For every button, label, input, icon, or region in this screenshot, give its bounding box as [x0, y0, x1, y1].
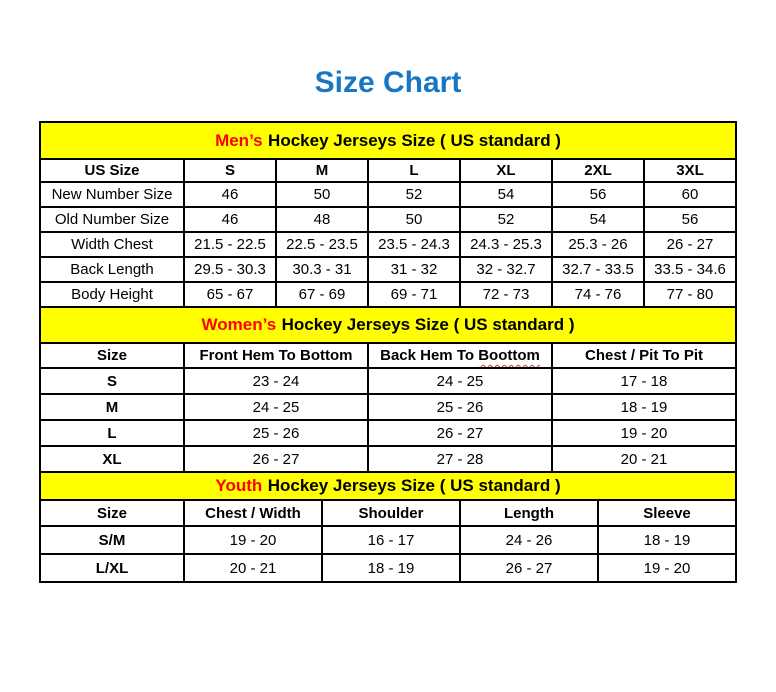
size-chart [39, 121, 735, 583]
row-label: Body Height [40, 282, 184, 307]
section-band-title: Hockey Jerseys Size ( US standard ) [268, 130, 561, 150]
column-header-row [40, 159, 736, 182]
table-cell: 56 [644, 207, 736, 232]
table-cell: 50 [276, 182, 368, 207]
table-cell: 60 [644, 182, 736, 207]
table-cell: 19 - 20 [184, 526, 322, 554]
table-row [40, 554, 736, 582]
column-header: Chest / Width [184, 500, 322, 526]
table-cell: 65 - 67 [184, 282, 276, 307]
row-label: M [40, 394, 184, 420]
row-label: Back Length [40, 257, 184, 282]
table-cell: 26 - 27 [368, 420, 552, 446]
table-cell: 54 [460, 182, 552, 207]
table-cell: 24.3 - 25.3 [460, 232, 552, 257]
table-cell: 32 - 32.7 [460, 257, 552, 282]
table-cell: 20 - 21 [552, 446, 736, 472]
section-band-highlight: Youth [215, 476, 263, 495]
table-cell: 26 - 27 [460, 554, 598, 582]
section-band-title: Hockey Jerseys Size ( US standard ) [267, 476, 561, 495]
column-header: 2XL [552, 159, 644, 182]
column-header-text: Back Hem To [380, 347, 475, 364]
column-header: Size [40, 500, 184, 526]
table-cell: 20 - 21 [184, 554, 322, 582]
row-label: Width Chest [40, 232, 184, 257]
column-header: L [368, 159, 460, 182]
table-cell: 56 [552, 182, 644, 207]
womens-section-band [40, 307, 736, 343]
youth-section-band [40, 472, 736, 500]
table-row [40, 257, 736, 282]
table-cell: 33.5 - 34.6 [644, 257, 736, 282]
section-band-highlight: Men’s [215, 130, 263, 150]
table-cell: 19 - 20 [552, 420, 736, 446]
table-cell: 25.3 - 26 [552, 232, 644, 257]
row-label: L/XL [40, 554, 184, 582]
youth-size-table [39, 471, 737, 583]
table-cell: 50 [368, 207, 460, 232]
table-cell: 24 - 26 [460, 526, 598, 554]
column-header: S [184, 159, 276, 182]
column-header: Front Hem To Bottom [184, 343, 368, 368]
table-row [40, 207, 736, 232]
column-header: US Size [40, 159, 184, 182]
page-title: Size Chart [314, 66, 462, 99]
table-row [40, 446, 736, 472]
column-header: Chest / Pit To Pit [552, 343, 736, 368]
table-cell: 25 - 26 [368, 394, 552, 420]
table-row [40, 182, 736, 207]
mens-section-band [40, 122, 736, 159]
table-cell: 18 - 19 [552, 394, 736, 420]
table-cell: 22.5 - 23.5 [276, 232, 368, 257]
table-cell: 24 - 25 [184, 394, 368, 420]
table-cell: 18 - 19 [598, 526, 736, 554]
column-header-row [40, 500, 736, 526]
table-row [40, 368, 736, 394]
table-cell: 19 - 20 [598, 554, 736, 582]
table-cell: 52 [460, 207, 552, 232]
table-cell: 23.5 - 24.3 [368, 232, 460, 257]
column-header-row [40, 343, 736, 368]
table-cell: 26 - 27 [184, 446, 368, 472]
table-row [40, 526, 736, 554]
row-label: Old Number Size [40, 207, 184, 232]
table-cell: 26 - 27 [644, 232, 736, 257]
column-header: XL [460, 159, 552, 182]
table-cell: 69 - 71 [368, 282, 460, 307]
row-label: New Number Size [40, 182, 184, 207]
column-header: Shoulder [322, 500, 460, 526]
table-cell: 77 - 80 [644, 282, 736, 307]
table-cell: 25 - 26 [184, 420, 368, 446]
row-label: S [40, 368, 184, 394]
table-cell: 67 - 69 [276, 282, 368, 307]
table-cell: 46 [184, 182, 276, 207]
column-header: Sleeve [598, 500, 736, 526]
table-cell: 74 - 76 [552, 282, 644, 307]
table-cell: 29.5 - 30.3 [184, 257, 276, 282]
section-band-highlight: Women’s [201, 315, 277, 334]
section-band-row [40, 472, 736, 500]
section-band-row [40, 307, 736, 343]
table-cell: 32.7 - 33.5 [552, 257, 644, 282]
section-band-row [40, 122, 736, 159]
table-cell: 30.3 - 31 [276, 257, 368, 282]
column-header [368, 343, 552, 368]
row-label: S/M [40, 526, 184, 554]
column-header: 3XL [644, 159, 736, 182]
table-row [40, 282, 736, 307]
table-cell: 52 [368, 182, 460, 207]
table-row [40, 232, 736, 257]
mens-size-table [39, 121, 737, 308]
table-row [40, 420, 736, 446]
table-cell: 23 - 24 [184, 368, 368, 394]
table-cell: 16 - 17 [322, 526, 460, 554]
table-cell: 24 - 25 [368, 368, 552, 394]
column-header: Length [460, 500, 598, 526]
table-cell: 54 [552, 207, 644, 232]
table-cell: 18 - 19 [322, 554, 460, 582]
section-band-title: Hockey Jerseys Size ( US standard ) [281, 315, 575, 334]
table-cell: 48 [276, 207, 368, 232]
table-cell: 27 - 28 [368, 446, 552, 472]
column-header: M [276, 159, 368, 182]
row-label: XL [40, 446, 184, 472]
row-label: L [40, 420, 184, 446]
table-cell: 17 - 18 [552, 368, 736, 394]
table-row [40, 394, 736, 420]
table-cell: 46 [184, 207, 276, 232]
table-cell: 72 - 73 [460, 282, 552, 307]
womens-size-table [39, 306, 737, 473]
misspelled-word: Boottom [478, 347, 540, 364]
column-header: Size [40, 343, 184, 368]
table-cell: 31 - 32 [368, 257, 460, 282]
table-cell: 21.5 - 22.5 [184, 232, 276, 257]
